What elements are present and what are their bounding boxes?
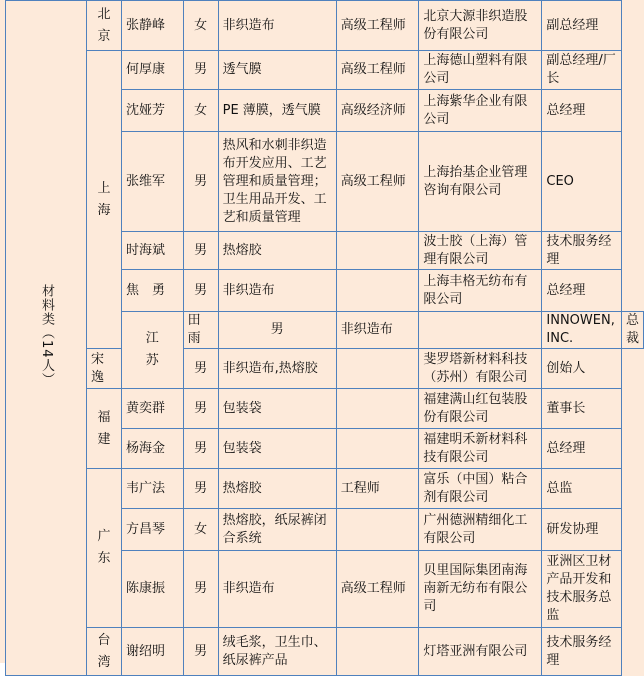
gender-cell: 男: [183, 51, 218, 90]
title-cell: 高级工程师: [336, 132, 419, 232]
name-cell: 张维军: [122, 132, 184, 232]
field-cell: 包装袋: [218, 389, 336, 429]
position-cell: 技术服务经理: [542, 232, 622, 270]
field-cell: 透气膜: [218, 51, 336, 90]
position-cell: 董事长: [542, 389, 622, 429]
position-cell: 创始人: [542, 349, 622, 389]
company-cell: 上海德山塑料有限公司: [419, 51, 542, 90]
gender-cell: 男: [183, 429, 218, 469]
position-cell: CEO: [542, 132, 622, 232]
position-cell: 总监: [542, 469, 622, 509]
position-cell: 总经理: [542, 270, 622, 312]
gender-cell: 男: [183, 132, 218, 232]
gender-cell: 男: [218, 312, 336, 349]
gender-cell: 女: [183, 509, 218, 551]
gender-cell: 女: [183, 1, 218, 51]
region-cell: 江苏: [122, 312, 184, 389]
name-cell: 张静峰: [122, 1, 184, 51]
title-cell: [336, 389, 419, 429]
region-cell: 上海: [87, 51, 122, 349]
position-cell: 亚洲区卫材产品开发和技术服务总监: [542, 551, 622, 628]
title-cell: [336, 270, 419, 312]
title-cell: [336, 628, 419, 676]
gender-cell: 男: [183, 551, 218, 628]
field-cell: 热熔胶: [218, 232, 336, 270]
position-cell: 副总经理: [542, 1, 622, 51]
name-cell: 杨海金: [122, 429, 184, 469]
title-cell: [336, 509, 419, 551]
position-cell: 总裁: [621, 312, 643, 349]
company-cell: 广州德洲精细化工有限公司: [419, 509, 542, 551]
field-cell: 非织造布: [218, 551, 336, 628]
field-cell: 绒毛浆，卫生巾、纸尿裤产品: [218, 628, 336, 676]
gender-cell: 男: [183, 469, 218, 509]
title-cell: 高级经济师: [336, 90, 419, 132]
title-cell: [419, 312, 542, 349]
title-cell: 高级工程师: [336, 551, 419, 628]
company-cell: 斐罗塔新材料科技（苏州）有限公司: [419, 349, 542, 389]
table-row: [6, 628, 644, 676]
title-cell: 工程师: [336, 469, 419, 509]
field-cell: 非织造布,热熔胶: [218, 349, 336, 389]
name-cell: 时海斌: [122, 232, 184, 270]
member-directory-table: [5, 0, 644, 676]
company-cell: INNOWEN, INC.: [542, 312, 622, 349]
company-cell: 上海丰格无纺布有限公司: [419, 270, 542, 312]
region-cell: 北京: [87, 1, 122, 51]
gender-cell: 男: [183, 232, 218, 270]
region-cell: 台湾: [87, 628, 122, 676]
company-cell: 北京大源非织造股份有限公司: [419, 1, 542, 51]
gender-cell: 男: [183, 349, 218, 389]
name-cell: 何厚康: [122, 51, 184, 90]
region-cell: 广东: [87, 469, 122, 628]
position-cell: 研发协理: [542, 509, 622, 551]
table-row: [6, 1, 644, 51]
company-cell: 福建满山红包装股份有限公司: [419, 389, 542, 429]
name-cell: 焦 勇: [122, 270, 184, 312]
company-cell: 上海紫华企业有限公司: [419, 90, 542, 132]
field-cell: 包装袋: [218, 429, 336, 469]
company-cell: 波士胶（上海）管理有限公司: [419, 232, 542, 270]
position-cell: 副总经理/厂长: [542, 51, 622, 90]
position-cell: 技术服务经理: [542, 628, 622, 676]
company-cell: 富乐（中国）粘合剂有限公司: [419, 469, 542, 509]
category-label: 材料类（14人）: [39, 283, 54, 387]
name-cell: 宋 逸: [87, 349, 122, 389]
company-cell: 上海抬基企业管理咨询有限公司: [419, 132, 542, 232]
title-cell: [336, 232, 419, 270]
field-cell: 热风和水刺非织造布开发应用、工艺管理和质量管理；卫生用品开发、工艺和质量管理: [218, 132, 336, 232]
company-cell: 福建明禾新材料科技有限公司: [419, 429, 542, 469]
field-cell: PE 薄膜，透气膜: [218, 90, 336, 132]
title-cell: [336, 429, 419, 469]
table-row: [6, 51, 644, 90]
field-cell: 热熔胶: [218, 469, 336, 509]
title-cell: 高级工程师: [336, 51, 419, 90]
title-cell: 高级工程师: [336, 1, 419, 51]
gender-cell: 男: [183, 628, 218, 676]
field-cell: 热熔胶，纸尿裤闭合系统: [218, 509, 336, 551]
table-row: [6, 469, 644, 509]
name-cell: 田 雨: [183, 312, 218, 349]
category-cell: [6, 1, 87, 676]
name-cell: 陈康振: [122, 551, 184, 628]
name-cell: 韦广法: [122, 469, 184, 509]
name-cell: 黄奕群: [122, 389, 184, 429]
name-cell: 沈娅芳: [122, 90, 184, 132]
gender-cell: 男: [183, 270, 218, 312]
field-cell: 非织造布: [218, 1, 336, 51]
name-cell: 方昌琴: [122, 509, 184, 551]
gender-cell: 女: [183, 90, 218, 132]
position-cell: 总经理: [542, 429, 622, 469]
table-row: [6, 389, 644, 429]
title-cell: [336, 349, 419, 389]
field-cell: 非织造布: [218, 270, 336, 312]
position-cell: 总经理: [542, 90, 622, 132]
name-cell: 谢绍明: [122, 628, 184, 676]
gender-cell: 男: [183, 389, 218, 429]
region-cell: 福建: [87, 389, 122, 469]
table-row: [6, 349, 644, 389]
company-cell: 贝里国际集团南海南新无纺布有限公司: [419, 551, 542, 628]
company-cell: 灯塔亚洲有限公司: [419, 628, 542, 676]
field-cell: 非织造布: [336, 312, 419, 349]
